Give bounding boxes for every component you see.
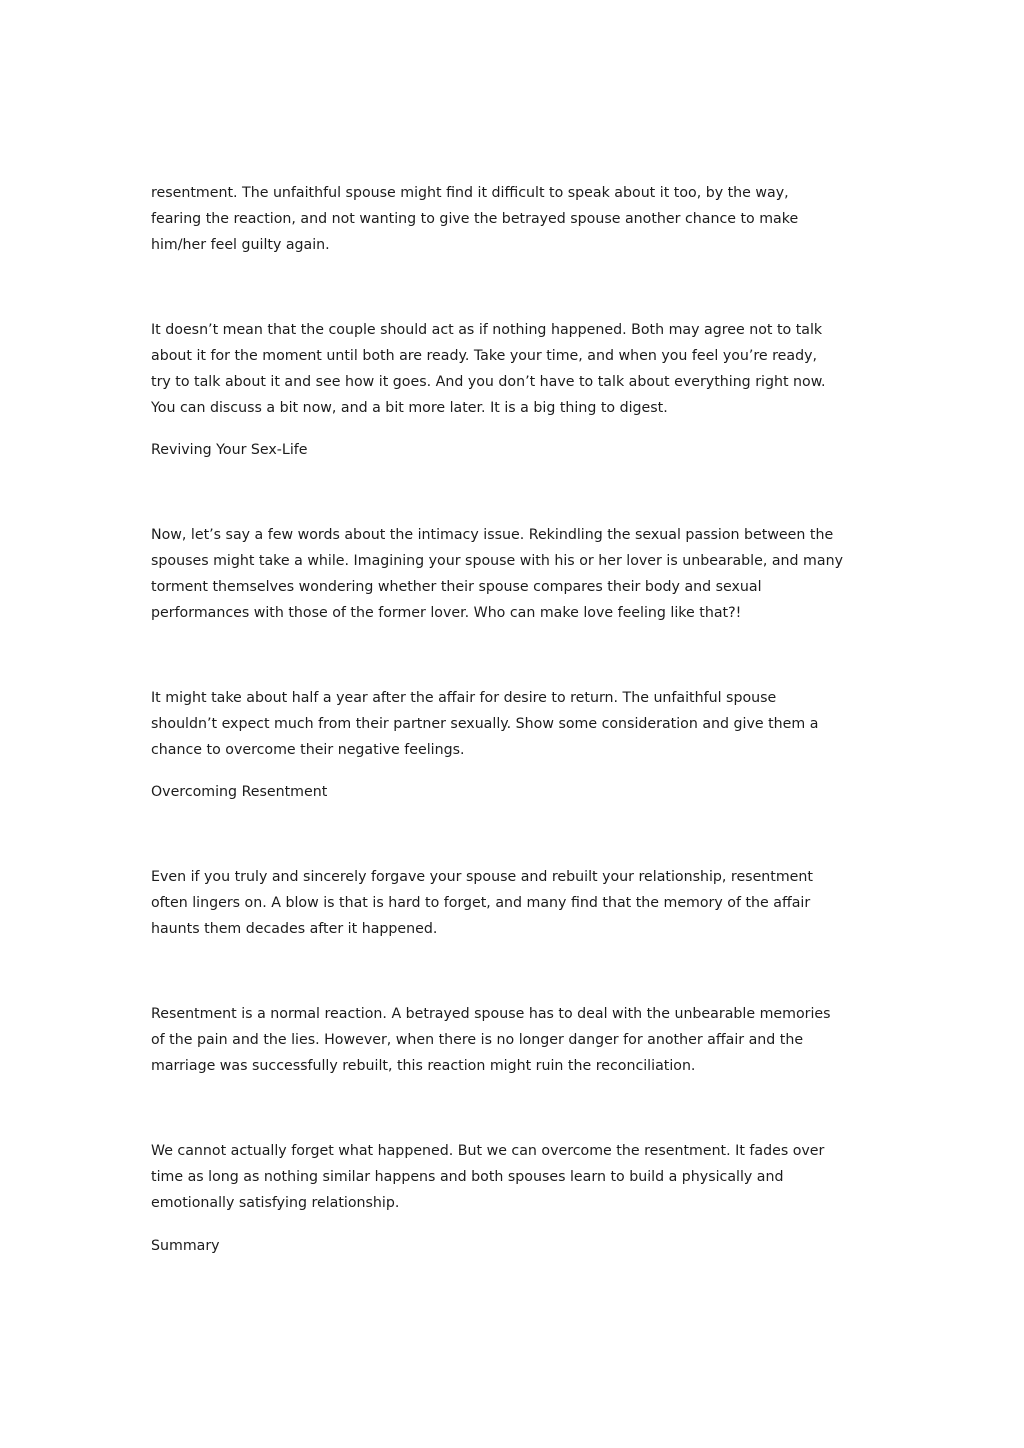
text-line: marriage was successfully rebuilt, this reaction might ruin the reconciliation. <box>151 1058 696 1074</box>
text-line: of the pain and the lies. However, when there is no longer danger for another affair and the <box>151 1032 804 1048</box>
heading-text: Overcoming Resentment <box>151 784 328 800</box>
text-line: torment themselves wondering whether their spouse compares their body and sexual <box>151 579 762 595</box>
section-heading-summary <box>151 1233 891 1259</box>
text-line: fearing the reaction, and not wanting to give the betrayed spouse another chance to make <box>151 211 799 227</box>
text-line: We cannot actually forget what happened. But we can overcome the resentment. It fades over <box>151 1143 825 1159</box>
text-line: It might take about half a year after the affair for desire to return. The unfaithful spouse <box>151 690 777 706</box>
heading-text: Summary <box>151 1238 220 1254</box>
text-line: shouldn’t expect much from their partner sexually. Show some consideration and give them a <box>151 716 819 732</box>
text-line: chance to overcome their negative feelings. <box>151 742 465 758</box>
section-heading-overcoming-resentment <box>151 779 891 805</box>
text-line: Resentment is a normal reaction. A betrayed spouse has to deal with the unbearable memories <box>151 1006 831 1022</box>
paragraph-take-your-time <box>151 317 891 421</box>
text-line: about it for the moment until both are ready. Take your time, and when you feel you’re ready, <box>151 348 818 364</box>
text-line: resentment. The unfaithful spouse might find it difficult to speak about it too, by the way, <box>151 185 789 201</box>
paragraph-desire-return <box>151 685 891 763</box>
text-line: Even if you truly and sincerely forgave your spouse and rebuilt your relationship, resentment <box>151 869 813 885</box>
text-line: Now, let’s say a few words about the intimacy issue. Rekindling the sexual passion between the <box>151 527 834 543</box>
text-line: It doesn’t mean that the couple should act as if nothing happened. Both may agree not to talk <box>151 322 823 338</box>
text-line: haunts them decades after it happened. <box>151 921 438 937</box>
paragraph-resentment-lingers <box>151 864 891 942</box>
text-line: emotionally satisfying relationship. <box>151 1195 400 1211</box>
text-line: try to talk about it and see how it goes. And you don’t have to talk about everything right now. <box>151 374 826 390</box>
paragraph-resentment-intro <box>151 180 891 258</box>
section-heading-reviving-sex-life <box>151 437 891 463</box>
text-line: spouses might take a while. Imagining your spouse with his or her lover is unbearable, and many <box>151 553 843 569</box>
paragraph-cannot-forget <box>151 1138 891 1216</box>
text-line: You can discuss a bit now, and a bit more later. It is a big thing to digest. <box>151 400 668 416</box>
text-line: time as long as nothing similar happens and both spouses learn to build a physically and <box>151 1169 784 1185</box>
text-line: often lingers on. A blow is that is hard to forget, and many find that the memory of the affair <box>151 895 811 911</box>
paragraph-normal-reaction <box>151 1001 891 1079</box>
text-line: performances with those of the former lover. Who can make love feeling like that?! <box>151 605 742 621</box>
text-line: him/her feel guilty again. <box>151 237 330 253</box>
heading-text: Reviving Your Sex-Life <box>151 442 308 458</box>
paragraph-intimacy-issue <box>151 522 891 626</box>
